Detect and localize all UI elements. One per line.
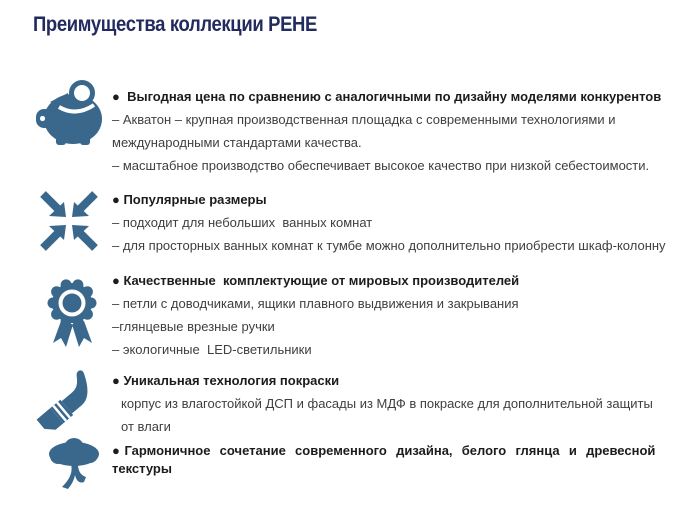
section-popular-sizes — [112, 188, 666, 257]
section-heading: ● Выгодная цена по сравнению с аналогичными по дизайну моделями конкурентов — [112, 89, 662, 104]
section-line: – подходит для небольших ванных комнат — [112, 215, 373, 230]
section-heading: ● Уникальная технология покраски — [112, 373, 340, 388]
section-line: – экологичные LED-светильники — [112, 342, 312, 357]
section-harmonious-design — [112, 442, 655, 478]
converge-arrows-icon — [40, 193, 98, 249]
section-heading: ● Популярные размеры — [112, 192, 267, 207]
section-line: – для просторных ванных комнат к тумбе можно дополнительно приобрести шкаф-колонну — [112, 238, 666, 253]
tree-icon — [45, 440, 104, 489]
section-advantage-price — [112, 85, 661, 177]
paintbrush-icon — [40, 374, 106, 430]
piggy-bank-icon — [36, 80, 106, 146]
section-line: – масштабное производство обеспечивает высокое качество при низкой себестоимости. — [112, 158, 650, 173]
award-medal-icon — [42, 277, 103, 347]
page-title: Преимущества коллекции РЕНЕ — [33, 13, 318, 36]
section-line: –глянцевые врезные ручки — [112, 319, 275, 334]
section-line: международными стандартами качества. — [112, 135, 362, 150]
section-line: текстуры — [112, 461, 172, 476]
section-line: – Акватон – крупная производственная площадка с современными технологиями и — [112, 112, 616, 127]
section-quality-components — [112, 269, 519, 361]
section-heading: ● Качественные комплектующие от мировых производителей — [112, 273, 520, 288]
section-line: от влаги — [121, 419, 171, 434]
section-paint-technology — [112, 369, 653, 438]
section-line: корпус из влагостойкой ДСП и фасады из МДФ в покраске для дополнительной защиты — [121, 396, 653, 411]
section-heading: ● Гармоничное сочетание современного дизайна, белого глянца и древесной — [112, 443, 656, 458]
section-line: – петли с доводчиками, ящики плавного выдвижения и закрывания — [112, 296, 519, 311]
